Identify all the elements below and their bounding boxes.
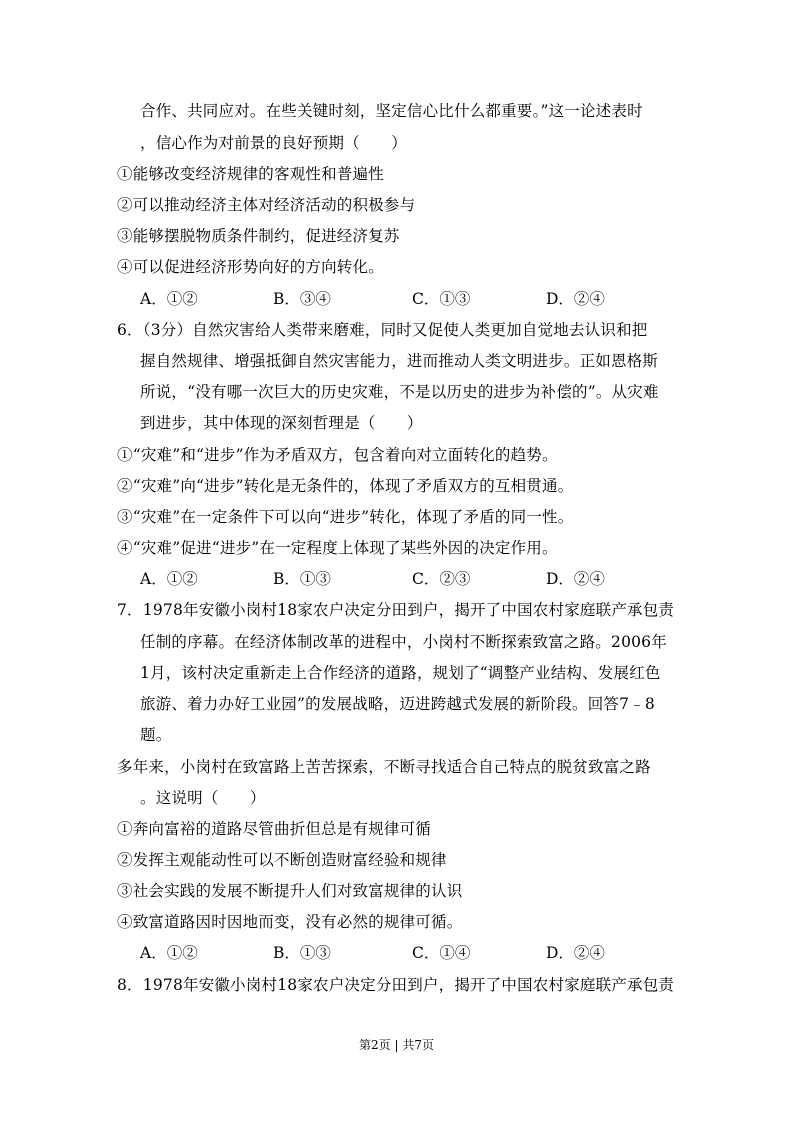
q6-choice-a[interactable]: A．①②: [140, 570, 198, 588]
q7-choice-d[interactable]: D．②④: [546, 944, 605, 962]
q5-option-2: ②可以推动经济主体对经济活动的积极参与: [117, 196, 416, 214]
q5-stem-line-2: ，信心作为对前景的良好预期（ ）: [140, 134, 407, 152]
q7-choice-a[interactable]: A．①②: [140, 944, 198, 962]
q6-option-1: ①“灾难”和“进步”作为矛盾双方，包含着向对立面转化的趋势。: [117, 446, 558, 464]
q6-option-4: ④“灾难”促进“进步”在一定程度上体现了某些外因的决定作用。: [117, 539, 558, 557]
q6-stem-line-3: 所说，“没有哪一次巨大的历史灾难，不是以历史的进步为补偿的”。从灾难: [140, 383, 659, 401]
q5-choice-d[interactable]: D．②④: [546, 290, 605, 308]
page-footer: 第2页 | 共7页: [359, 1038, 434, 1052]
q6-option-3: ③“灾难”在一定条件下可以向“进步”转化，体现了矛盾的同一性。: [117, 508, 574, 526]
q6-stem-line-1: 6．（3分）自然灾害给人类带来磨难，同时又促使人类更加自觉地去认识和把: [117, 321, 648, 339]
q7-choices: [140, 943, 660, 963]
q6-choice-c[interactable]: C．②③: [412, 570, 471, 588]
q6-stem-line-2: 握自然规律、增强抵御自然灾害能力，进而推动人类文明进步。正如恩格斯: [140, 352, 659, 370]
q7-option-3: ③社会实践的发展不断提升人们对致富规律的认识: [117, 882, 463, 900]
q7-sub-stem-line-2: 。这说明（ ）: [140, 789, 266, 807]
q7-option-2: ②发挥主观能动性可以不断创造财富经验和规律: [117, 851, 447, 869]
q5-option-1: ①能够改变经济规律的客观性和普遍性: [117, 165, 384, 183]
q5-stem-line-1: 合作、共同应对。在些关键时刻，坚定信心比什么都重要。”这一论述表时: [140, 102, 643, 120]
q5-option-3: ③能够摆脱物质条件制约，促进经济复苏: [117, 227, 400, 245]
q6-choice-b[interactable]: B．①③: [273, 570, 331, 588]
q5-choice-a[interactable]: A．①②: [140, 290, 198, 308]
q5-choice-c[interactable]: C．①③: [412, 290, 471, 308]
q6-stem-line-4: 到进步，其中体现的深刻哲理是（ ）: [140, 414, 423, 432]
q7-stem-line-4: 旅游、着力办好工业园”的发展战略，迈进跨越式发展的新阶段。回答7﹣8: [140, 695, 655, 713]
q5-choice-b[interactable]: B．③④: [273, 290, 331, 308]
q7-choice-c[interactable]: C．①④: [412, 944, 471, 962]
q6-choice-d[interactable]: D．②④: [546, 570, 605, 588]
q6-option-2: ②“灾难”向“进步”转化是无条件的，体现了矛盾双方的互相贯通。: [117, 477, 574, 495]
q7-stem-line-5: 题。: [140, 726, 172, 744]
q7-stem-line-2: 任制的序幕。在经济体制改革的进程中，小岗村不断探索致富之路。2006年: [140, 633, 667, 651]
q7-option-4: ④致富道路因时因地而变，没有必然的规律可循。: [117, 913, 463, 931]
q5-option-4: ④可以促进经济形势向好的方向转化。: [117, 258, 384, 276]
q7-stem-line-1: 7．1978年安徽小岗村18家农户决定分田到户，揭开了中国农村家庭联产承包责: [117, 601, 675, 619]
q8-stem-line-1: 8．1978年安徽小岗村18家农户决定分田到户，揭开了中国农村家庭联产承包责: [117, 976, 675, 994]
q7-sub-stem-line-1: 多年来，小岗村在致富路上苦苦探索，不断寻找适合自己特点的脱贫致富之路: [117, 758, 651, 776]
q7-choice-b[interactable]: B．①③: [273, 944, 331, 962]
q7-option-1: ①奔向富裕的道路尽管曲折但总是有规律可循: [117, 820, 432, 838]
q7-stem-line-3: 1月，该村决定重新走上合作经济的道路，规划了“调整产业结构、发展红色: [140, 664, 661, 682]
q5-choices: [140, 289, 660, 309]
q6-choices: [140, 569, 660, 589]
